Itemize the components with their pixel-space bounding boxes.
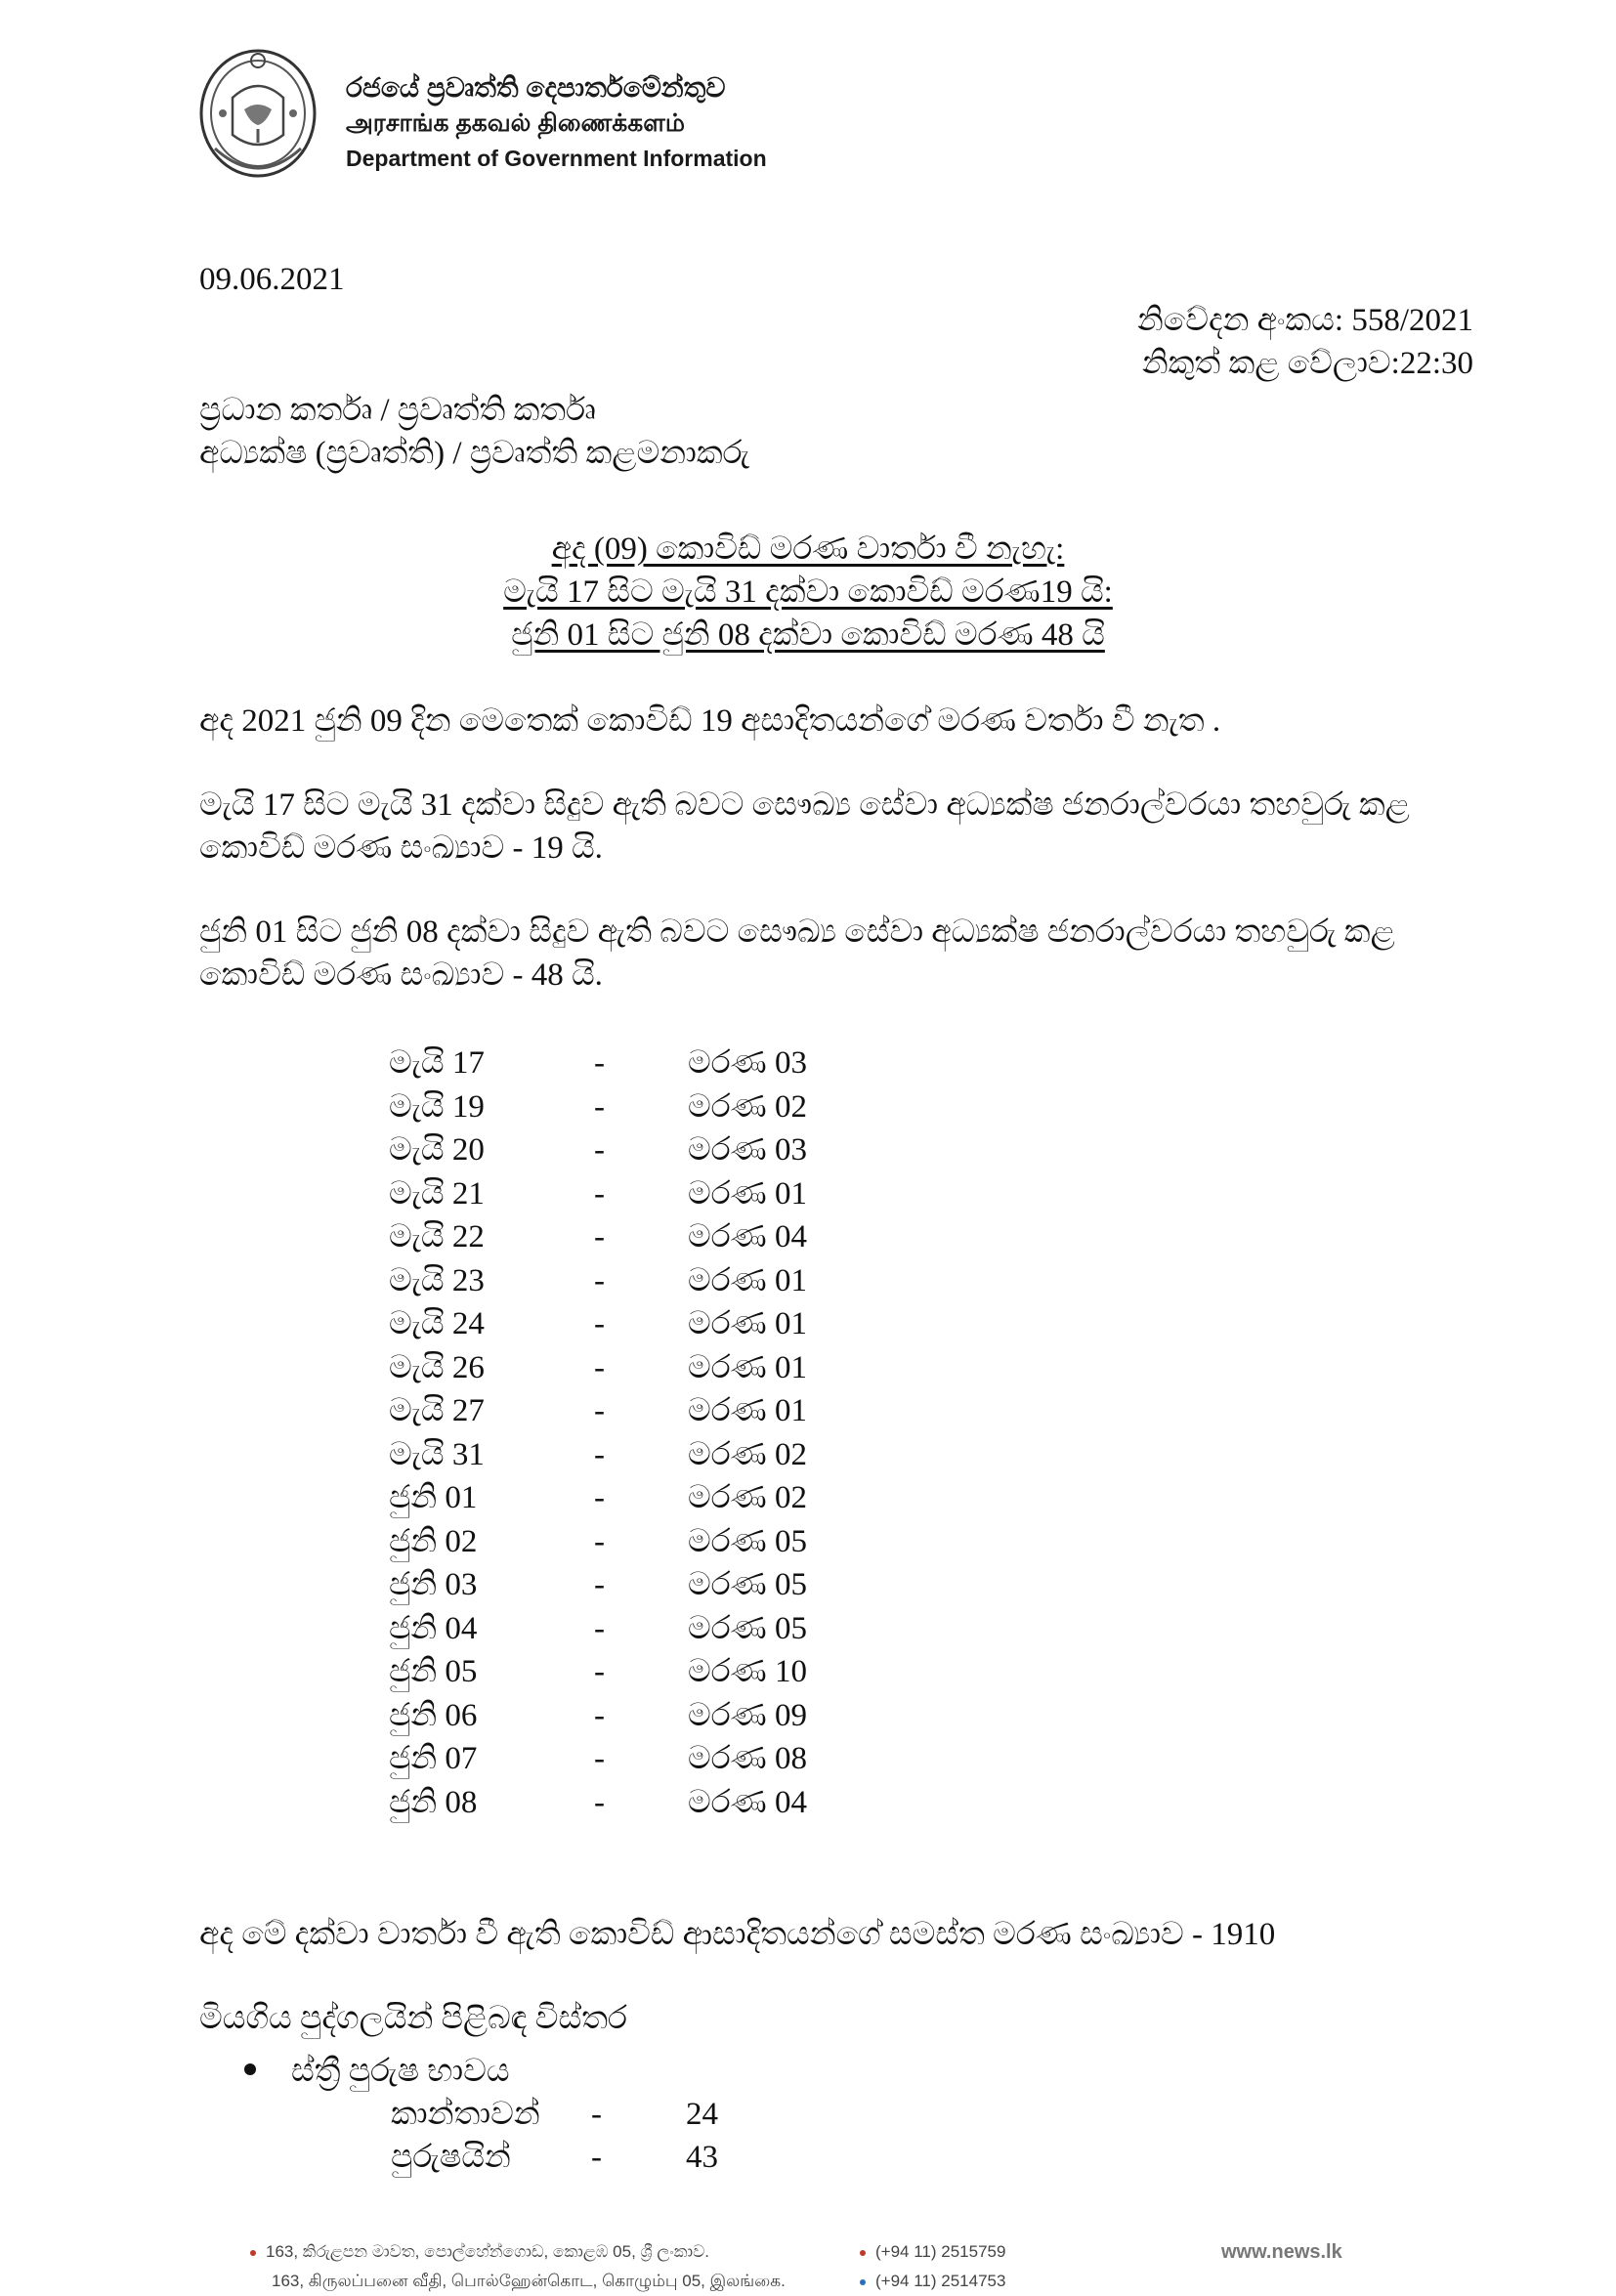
death-date: මැයි 21 bbox=[389, 1175, 485, 1212]
death-count: මරණ 01 bbox=[688, 1393, 807, 1428]
death-dash: - bbox=[594, 1175, 605, 1212]
death-date: ජුනි 04 bbox=[389, 1610, 478, 1646]
release-number: නිවේදන අංකය: 558/2021 bbox=[1136, 303, 1473, 338]
death-dash: - bbox=[594, 1393, 605, 1428]
death-dash: - bbox=[594, 1741, 605, 1776]
government-emblem-icon bbox=[193, 41, 322, 186]
gender-dash: - bbox=[591, 2097, 602, 2132]
org-name-sinhala: රජයේ ප්‍රවෘත්ති දෙපාර්තමේන්තුව bbox=[346, 72, 726, 103]
release-time: නිකුත් කළ වේලාව:22:30 bbox=[1141, 346, 1473, 381]
gender-value: 24 bbox=[686, 2097, 718, 2132]
death-row bbox=[389, 1607, 838, 1651]
death-count: මරණ 02 bbox=[688, 1088, 807, 1125]
paragraph-may: මැයි 17 සිට මැයි 31 දක්වා සිදුව ඇති බවට සෞඛ්‍ය සේවා අධ්‍යක්ෂ ජනරාල්වරයා තහවුරු කළ කොවිඩ් මරණ සංඛ්‍යාව - 19 යි. bbox=[199, 787, 1410, 866]
death-count: මරණ 01 bbox=[688, 1306, 807, 1341]
death-row bbox=[389, 1781, 838, 1825]
death-row bbox=[389, 1172, 838, 1216]
death-count: මරණ 03 bbox=[688, 1132, 807, 1168]
death-date: ජුනි 03 bbox=[389, 1567, 478, 1602]
gender-value: 43 bbox=[686, 2140, 718, 2175]
fax-icon bbox=[860, 2279, 866, 2285]
death-count: මරණ 03 bbox=[688, 1045, 807, 1081]
death-dash: - bbox=[594, 1219, 605, 1254]
org-name-tamil: அரசாங்க தகவல் திணைக்களம் bbox=[346, 109, 685, 137]
death-dash: - bbox=[594, 1654, 605, 1689]
death-count: මරණ 05 bbox=[688, 1567, 807, 1602]
death-date: මැයි 27 bbox=[389, 1393, 485, 1428]
death-dash: - bbox=[594, 1088, 605, 1125]
death-dash: - bbox=[594, 1610, 605, 1646]
gender-label: පුරුෂයින් bbox=[391, 2140, 511, 2175]
death-count: මරණ 05 bbox=[688, 1523, 807, 1559]
death-row bbox=[389, 1128, 838, 1172]
gender-heading: ස්ත්‍රී පුරුෂ භාවය bbox=[291, 2054, 510, 2089]
gender-section bbox=[244, 2050, 928, 2177]
death-row bbox=[389, 1563, 838, 1607]
death-count: මරණ 05 bbox=[688, 1610, 807, 1646]
death-dash: - bbox=[594, 1523, 605, 1559]
death-dash: - bbox=[594, 1784, 605, 1820]
death-date: ජුනි 01 bbox=[389, 1480, 478, 1515]
reference-block bbox=[1137, 299, 1473, 385]
death-count: මරණ 10 bbox=[688, 1654, 807, 1689]
recipients bbox=[199, 389, 749, 475]
paragraph-today: අද 2021 ජුනි 09 දින මෙතෙක් කොවිඩ් 19 අසාදිතයන්ගේ මරණ වර්තා වී නැත . bbox=[199, 703, 1221, 739]
footer-address bbox=[250, 2237, 786, 2296]
death-row bbox=[389, 1389, 838, 1433]
headlines bbox=[0, 528, 1616, 657]
death-date: ජුනි 06 bbox=[389, 1697, 478, 1733]
document-date: 09.06.2021 bbox=[199, 262, 345, 297]
bullet-icon bbox=[250, 2250, 256, 2256]
headline: ජුනි 01 සිට ජුනි 08 දක්වා කොවිඩ් මරණ 48 යි bbox=[511, 617, 1105, 653]
death-row bbox=[389, 1737, 838, 1781]
gender-label: කාන්තාවන් bbox=[391, 2097, 540, 2132]
death-dash: - bbox=[594, 1349, 605, 1385]
recipient-line: අධ්‍යක්ෂ (ප්‍රවෘත්ති) / ප්‍රවෘත්ති කළමනාකරු bbox=[199, 436, 750, 471]
death-date: මැයි 23 bbox=[389, 1262, 485, 1298]
death-count: මරණ 01 bbox=[688, 1175, 807, 1212]
death-date: ජුනි 05 bbox=[389, 1654, 478, 1689]
death-row bbox=[389, 1042, 838, 1085]
death-dash: - bbox=[594, 1567, 605, 1602]
death-row bbox=[389, 1215, 838, 1259]
headline: අද (09) කොවිඩ් මරණ වාර්තා වී නැහැ: bbox=[551, 531, 1065, 567]
death-row bbox=[389, 1520, 838, 1564]
death-date: මැයි 19 bbox=[389, 1088, 485, 1125]
death-dash: - bbox=[594, 1436, 605, 1472]
death-date: මැයි 26 bbox=[389, 1349, 485, 1385]
death-dash: - bbox=[594, 1306, 605, 1341]
death-date: ජුනි 07 bbox=[389, 1741, 478, 1776]
paragraph-june: ජුනි 01 සිට ජුනි 08 දක්වා සිදුව ඇති බවට සෞඛ්‍ය සේවා අධ්‍යක්ෂ ජනරාල්වරයා තහවුරු කළ කොවිඩ් මරණ සංඛ්‍යාව - 48 යි. bbox=[199, 914, 1395, 993]
death-row bbox=[389, 1346, 838, 1390]
death-row bbox=[389, 1259, 838, 1303]
deaths-by-date-list bbox=[389, 1042, 838, 1824]
address-tamil: 163, கிருலப்பனை வீதி, பொல்ஹேன்கொட, கொழும்பு 05, இலங்கை. bbox=[272, 2272, 786, 2290]
death-count: මරණ 04 bbox=[688, 1219, 807, 1254]
death-row bbox=[389, 1433, 838, 1477]
address-sinhala: 163, කිරුළපන මාවත, පොල්හේන්ගොඩ, කොළඹ 05, ශ්‍රී ලංකාව. bbox=[266, 2242, 710, 2261]
death-row bbox=[389, 1476, 838, 1520]
death-date: මැයි 22 bbox=[389, 1219, 485, 1254]
death-dash: - bbox=[594, 1697, 605, 1733]
total-deaths-line: අද මේ දක්වා වාර්තා වී ඇති කොවිඩ් ආසාදිතයන්ගේ සමස්ත මරණ සංඛ්‍යාව - 1910 bbox=[199, 1917, 1276, 1952]
gender-dash: - bbox=[591, 2140, 602, 2175]
recipient-line: ප්‍රධාන කර්තෘ / ප්‍රවෘත්ති කර්තෘ bbox=[199, 393, 596, 428]
death-date: මැයි 24 bbox=[389, 1306, 485, 1341]
death-row bbox=[389, 1650, 838, 1694]
death-date: මැයි 17 bbox=[389, 1045, 485, 1081]
fax-number: (+94 11) 2514753 bbox=[875, 2272, 1006, 2290]
death-dash: - bbox=[594, 1262, 605, 1298]
death-count: මරණ 04 bbox=[688, 1784, 807, 1820]
death-row bbox=[389, 1302, 838, 1346]
org-name-english: Department of Government Information bbox=[346, 146, 767, 171]
death-dash: - bbox=[594, 1480, 605, 1515]
death-count: මරණ 02 bbox=[688, 1480, 807, 1515]
phone-number: (+94 11) 2515759 bbox=[875, 2242, 1006, 2261]
footer-contact bbox=[860, 2237, 1005, 2296]
death-date: මැයි 31 bbox=[389, 1436, 485, 1472]
death-count: මරණ 02 bbox=[688, 1436, 807, 1472]
death-count: මරණ 01 bbox=[688, 1349, 807, 1385]
death-count: මරණ 09 bbox=[688, 1697, 807, 1733]
death-date: මැයි 20 bbox=[389, 1132, 485, 1168]
death-dash: - bbox=[594, 1132, 605, 1168]
bullet-icon bbox=[244, 2063, 256, 2075]
death-row bbox=[389, 1085, 838, 1129]
death-date: ජුනි 02 bbox=[389, 1523, 478, 1559]
details-heading: මියගිය පුද්ගලයින් පිළිබඳ විස්තර bbox=[199, 2001, 627, 2036]
org-names bbox=[346, 70, 767, 176]
headline: මැයි 17 සිට මැයි 31 දක්වා කොවිඩ් මරණ19 යි: bbox=[503, 574, 1113, 610]
phone-icon bbox=[860, 2250, 866, 2256]
death-dash: - bbox=[594, 1045, 605, 1081]
death-row bbox=[389, 1694, 838, 1738]
death-date: ජුනි 08 bbox=[389, 1784, 478, 1820]
death-count: මරණ 01 bbox=[688, 1262, 807, 1298]
death-count: මරණ 08 bbox=[688, 1741, 807, 1776]
website-link[interactable]: www.news.lk bbox=[1221, 2241, 1342, 2263]
